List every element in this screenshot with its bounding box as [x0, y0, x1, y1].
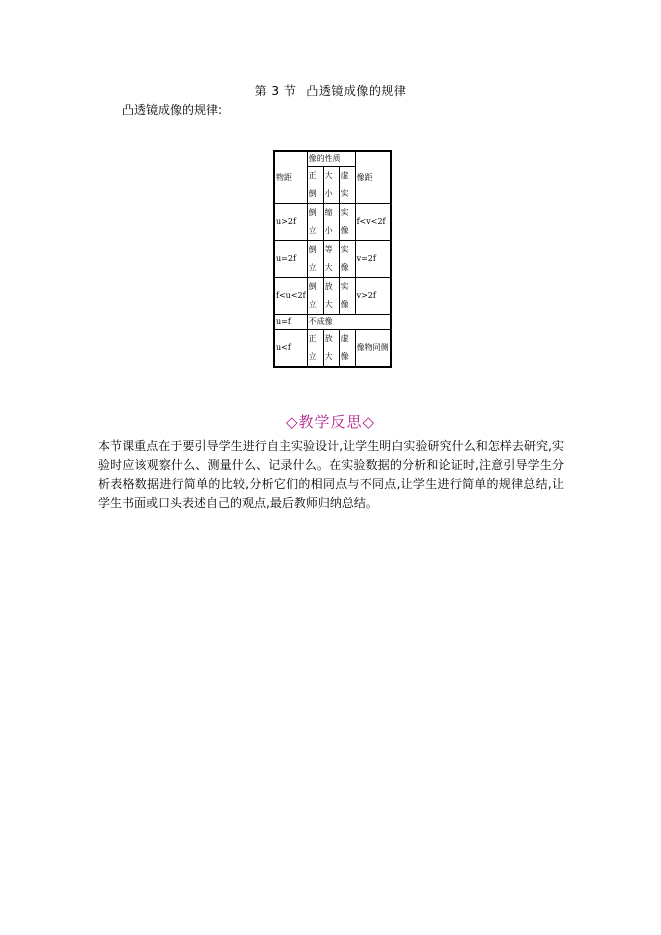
cell-no-image: 不成像 — [307, 315, 391, 330]
table-row — [274, 330, 391, 368]
lens-rules-table — [273, 150, 392, 368]
reflection-heading: ◇教学反思◇ — [285, 413, 376, 431]
reflection-body: 本节课重点在于要引导学生进行自主实验设计,让学生明白实验研究什么和怎样去研究,实验时应该观察什么、测量什么、记录什么。在实验数据的分析和论证时,注意引导学生分析表格数据进行简单的比较,分析它们的相同点与不同点,让学生进行简单的规律总结,让学生书面或口头表述自己的观点,最后教师归纳总结。 — [98, 439, 564, 510]
section-title: 凸透镜成像的规律 — [306, 84, 407, 98]
section-number: 第 3 节 — [254, 84, 297, 98]
header-upright: 正倒 — [307, 167, 323, 204]
header-image-nature: 像的性质 — [307, 151, 355, 167]
header-virtual-real: 虚实 — [339, 167, 355, 204]
cell-size: 放大 — [323, 278, 339, 315]
cell-type: 实像 — [339, 204, 355, 241]
table-row — [274, 278, 391, 315]
cell-object: u=f — [274, 315, 307, 330]
page-title — [0, 82, 661, 99]
cell-type: 虚像 — [339, 330, 355, 368]
header-size: 大小 — [323, 167, 339, 204]
table-row — [274, 241, 391, 278]
cell-type: 实像 — [339, 278, 355, 315]
cell-upright: 倒立 — [307, 241, 323, 278]
cell-upright: 正立 — [307, 330, 323, 368]
cell-object: f<u<2f — [274, 278, 307, 315]
cell-size: 等大 — [323, 241, 339, 278]
table-row — [274, 315, 391, 330]
table-header-row — [274, 151, 391, 167]
cell-upright: 倒立 — [307, 204, 323, 241]
cell-size: 放大 — [323, 330, 339, 368]
header-object-distance: 物距 — [274, 151, 307, 204]
cell-object: u=2f — [274, 241, 307, 278]
header-image-distance: 像距 — [355, 151, 391, 204]
cell-type: 实像 — [339, 241, 355, 278]
cell-object: u>2f — [274, 204, 307, 241]
cell-object: u<f — [274, 330, 307, 368]
cell-image: 像物同侧 — [355, 330, 391, 368]
cell-image: f<v<2f — [355, 204, 391, 241]
cell-image: v=2f — [355, 241, 391, 278]
table-intro: 凸透镜成像的规律: — [122, 103, 223, 117]
cell-image: v>2f — [355, 278, 391, 315]
cell-upright: 倒立 — [307, 278, 323, 315]
table-row — [274, 204, 391, 241]
cell-size: 缩小 — [323, 204, 339, 241]
